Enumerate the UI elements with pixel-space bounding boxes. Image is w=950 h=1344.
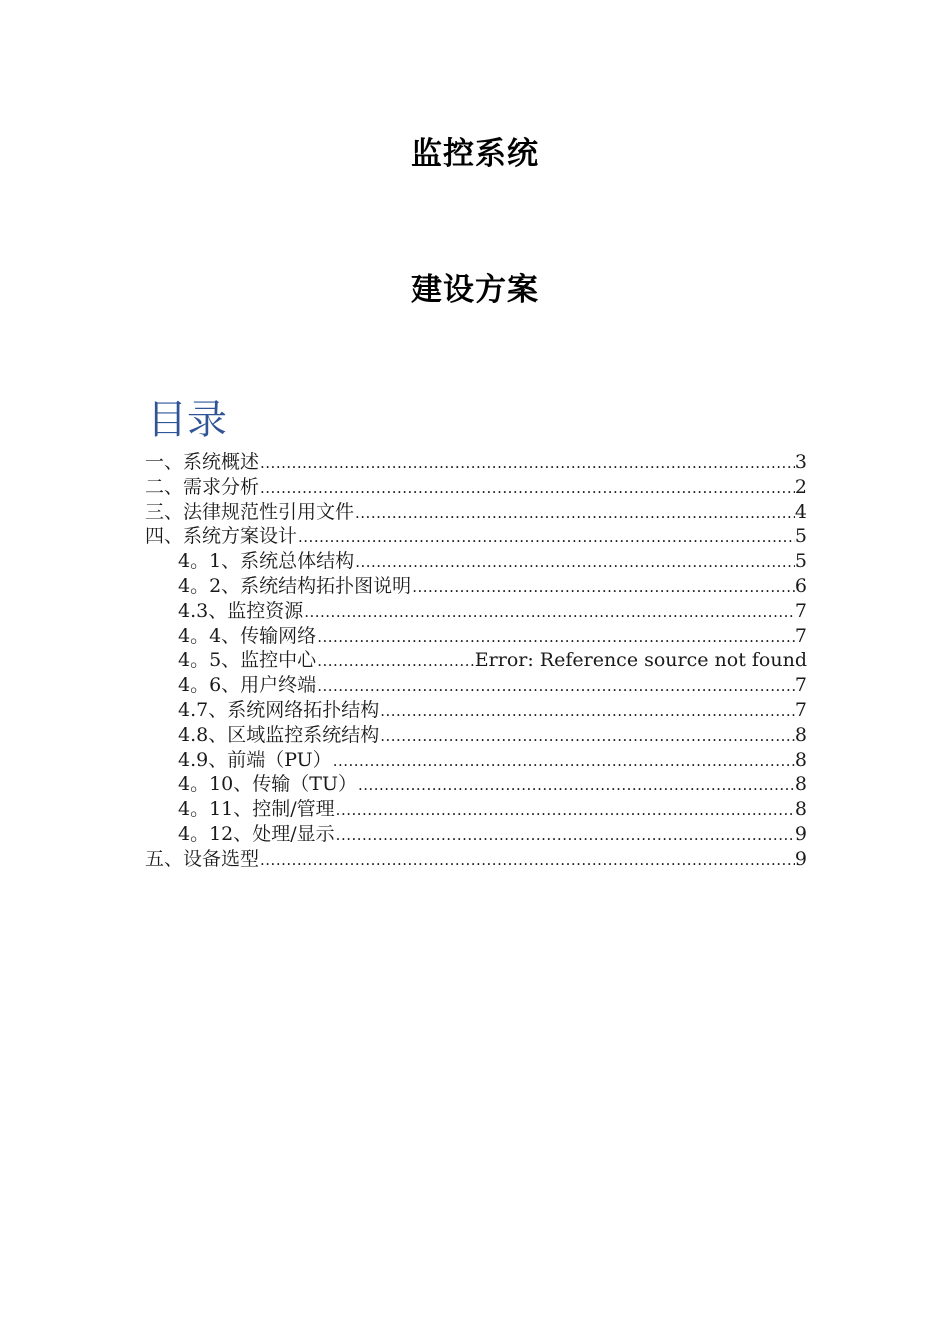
toc-entry-page-number: 7: [794, 698, 807, 721]
toc-dot-leader: [316, 625, 795, 650]
document-title-line-1: 监控系统: [411, 136, 539, 172]
toc-entry[interactable]: [145, 822, 807, 847]
toc-entry-page-number: 8: [794, 773, 807, 796]
toc-entry[interactable]: [145, 748, 807, 773]
toc-dot-leader: [316, 674, 795, 699]
toc-entry[interactable]: [145, 723, 807, 748]
toc-dot-leader: [379, 724, 795, 749]
toc-entry-label: 三、法律规范性引用文件: [145, 500, 355, 523]
toc-dot-leader: [335, 798, 795, 823]
toc-heading: 目录: [147, 397, 227, 443]
toc-entry-label: 4。12、处理/显示: [178, 822, 335, 845]
toc-entry[interactable]: [145, 772, 807, 797]
toc-entry[interactable]: [145, 698, 807, 723]
toc-entry[interactable]: [145, 599, 807, 624]
toc-entry[interactable]: [145, 475, 807, 500]
toc-dot-leader: [332, 749, 795, 774]
toc-entry[interactable]: [145, 500, 807, 525]
toc-entry-label: 4.3、监控资源: [178, 599, 304, 622]
toc-entry-label: 4。4、传输网络: [178, 624, 317, 647]
toc-entry[interactable]: [145, 574, 807, 599]
toc-entry-label: 4。11、控制/管理: [178, 798, 335, 821]
toc-entry[interactable]: [145, 549, 807, 574]
document-title-line-2: 建设方案: [411, 272, 539, 308]
toc-entry-label: 4。10、传输（TU）: [178, 773, 357, 796]
toc-entry-label: 4.9、前端（PU）: [178, 748, 332, 771]
toc-dot-leader: [357, 773, 795, 798]
toc-entry-label: 4。5、监控中心: [178, 649, 317, 672]
toc-entry-page-number: 2: [794, 475, 807, 498]
toc-entry-label: 4。6、用户终端: [178, 674, 317, 697]
toc-entry[interactable]: [145, 673, 807, 698]
toc-entry-page-number: 7: [794, 624, 807, 647]
toc-entry-page-number: 4: [794, 500, 807, 523]
toc-entry[interactable]: [145, 624, 807, 649]
toc-entry-label: 4.8、区域监控系统结构: [178, 723, 380, 746]
toc-dot-leader: [297, 525, 795, 550]
toc-dot-leader: [335, 823, 795, 848]
toc-entry-page-number: 5: [794, 525, 807, 548]
toc-entry-page-number: Error: Reference source not found: [474, 649, 807, 672]
toc-dot-leader: [411, 575, 795, 600]
toc-dot-leader: [259, 848, 795, 873]
toc-dot-leader: [316, 649, 475, 674]
toc-entry-label: 二、需求分析: [145, 475, 260, 498]
toc-dot-leader: [303, 600, 795, 625]
toc-entry-page-number: 8: [794, 723, 807, 746]
toc-entry-page-number: 8: [794, 798, 807, 821]
toc-entry-page-number: 6: [794, 574, 807, 597]
toc-dot-leader: [354, 501, 795, 526]
toc-entry-page-number: 7: [794, 674, 807, 697]
toc-entry[interactable]: [145, 648, 807, 673]
toc-dot-leader: [259, 476, 795, 501]
toc-entry[interactable]: [145, 524, 807, 549]
toc-entry-label: 4。2、系统结构拓扑图说明: [178, 574, 412, 597]
toc-entry-label: 四、系统方案设计: [145, 525, 298, 548]
toc-dot-leader: [259, 451, 795, 476]
toc-entry-page-number: 7: [794, 599, 807, 622]
toc-entry[interactable]: [145, 797, 807, 822]
toc-entry-label: 4。1、系统总体结构: [178, 550, 355, 573]
toc-entry-page-number: 5: [794, 550, 807, 573]
toc-dot-leader: [379, 699, 795, 724]
toc-entry-page-number: 3: [794, 451, 807, 473]
toc-entry[interactable]: [145, 450, 807, 475]
toc-entry-page-number: 8: [794, 748, 807, 771]
toc-entry-page-number: 9: [794, 847, 807, 870]
toc-entry[interactable]: [145, 847, 807, 872]
toc-entry-label: 4.7、系统网络拓扑结构: [178, 698, 380, 721]
toc-entry-label: 一、系统概述: [145, 451, 260, 473]
table-of-contents: [145, 450, 807, 872]
toc-entry-label: 五、设备选型: [145, 847, 260, 870]
toc-dot-leader: [354, 550, 795, 575]
toc-entry-page-number: 9: [794, 822, 807, 845]
